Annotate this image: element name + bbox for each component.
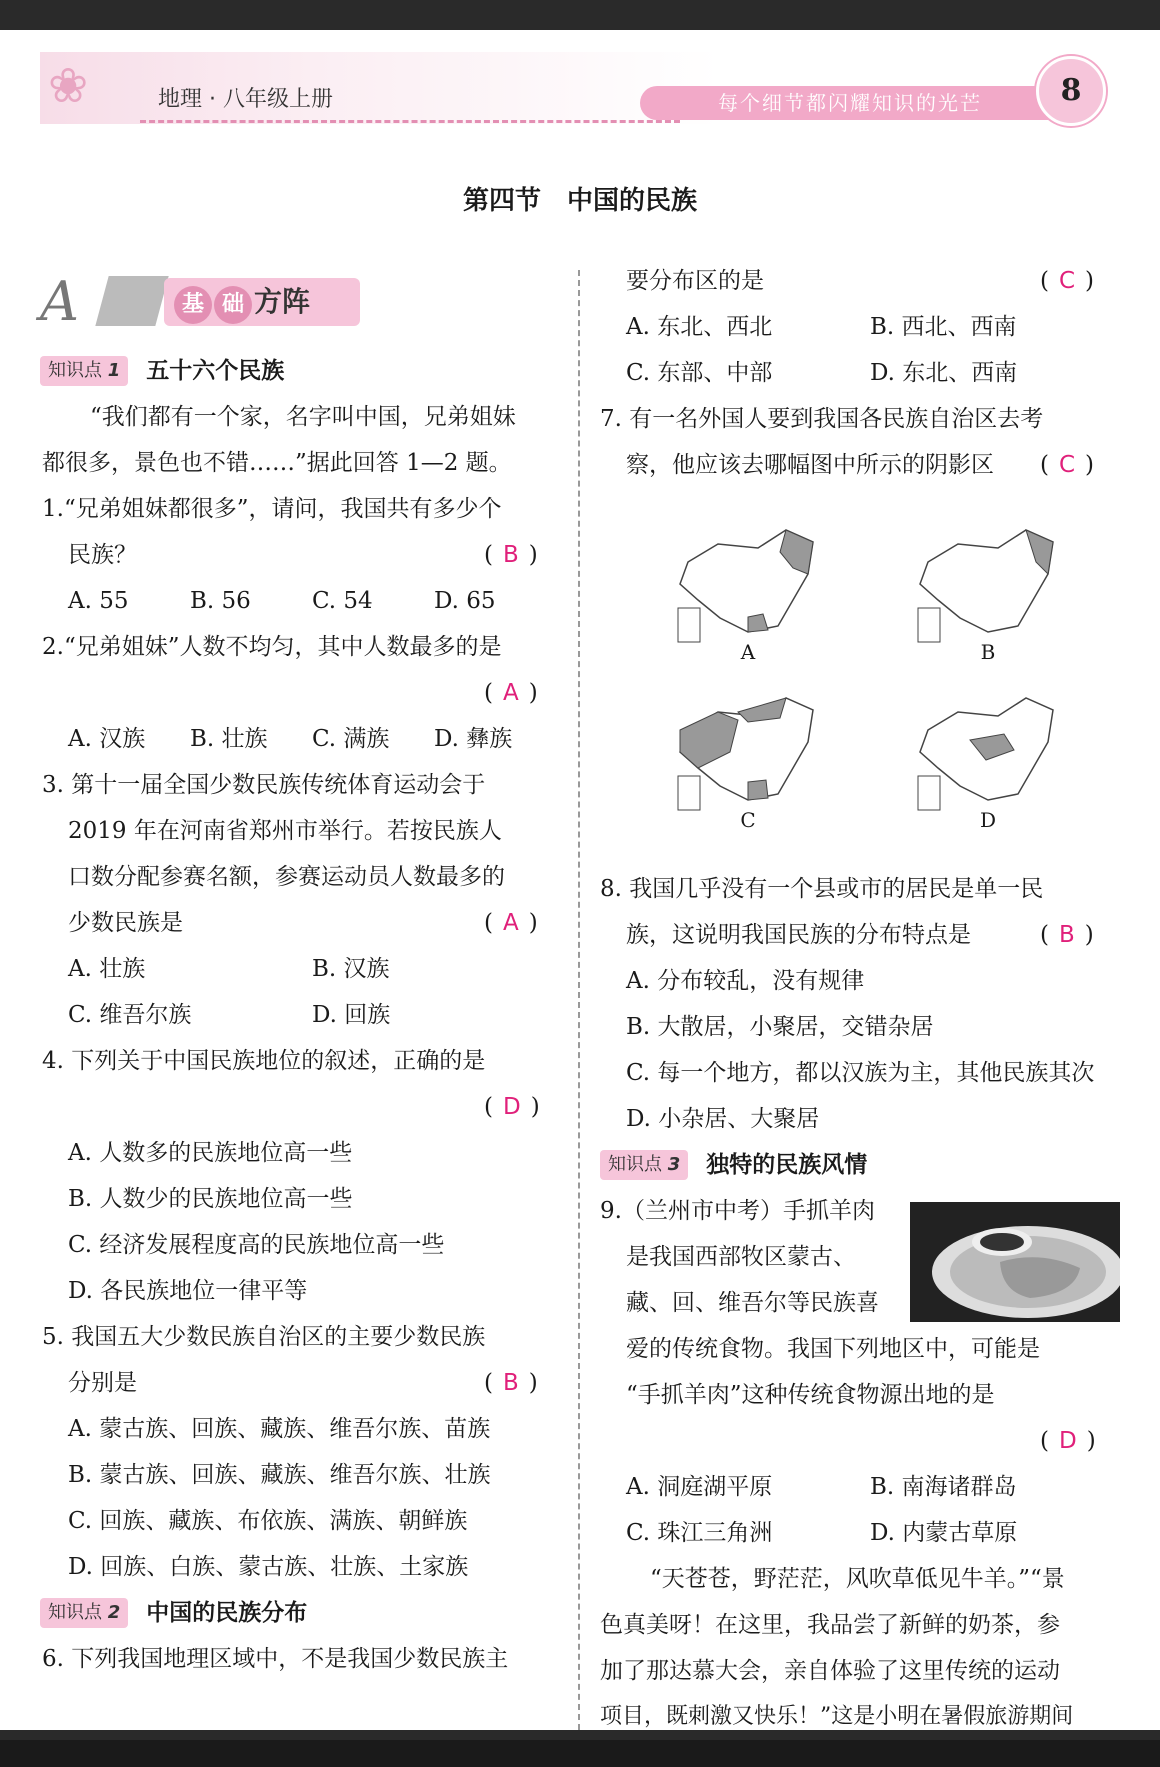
- q7-stem-2: 察，他应该去哪幅图中所示的阴影区: [626, 452, 994, 478]
- banner-char-1: 基: [174, 286, 212, 324]
- q9-stem-3: 藏、回、维吾尔等民族喜: [626, 1290, 879, 1316]
- q5-answer: ( B ): [484, 1370, 538, 1396]
- q4-option-c: C. 经济发展程度高的民族地位高一些: [68, 1232, 445, 1258]
- map-a: [668, 522, 828, 664]
- q5-stem-1: 5. 我国五大少数民族自治区的主要少数民族: [42, 1324, 486, 1350]
- q4-stem: 4. 下列关于中国民族地位的叙述，正确的是: [42, 1048, 486, 1074]
- q3-stem-2: 2019 年在河南省郑州市举行。若按民族人: [68, 818, 502, 844]
- q5-option-b: B. 蒙古族、回族、藏族、维吾尔族、壮族: [68, 1462, 491, 1488]
- map-c: [668, 690, 828, 832]
- map-label: B: [980, 640, 996, 664]
- bottom-bar: [0, 1740, 1160, 1767]
- column-divider: [578, 270, 580, 1730]
- q4-option-b: B. 人数少的民族地位高一些: [68, 1186, 353, 1212]
- q1-answer: ( B ): [484, 542, 538, 568]
- q5-stem-2: 分别是: [68, 1370, 137, 1396]
- basic-section-banner: [40, 270, 350, 334]
- q6-stem-2: 要分布区的是: [626, 268, 764, 294]
- knowledge-point-3: [600, 1150, 867, 1180]
- q1-stem: 1.“兄弟姐妹都很多”，请问，我国共有多少个: [42, 496, 502, 522]
- intro-line-2: 都很多，景色也不错……”据此回答 1—2 题。: [42, 450, 512, 476]
- china-maps-figure: [668, 522, 1078, 856]
- q9-stem-5: “手抓羊肉”这种传统食物源出地的是: [626, 1382, 995, 1408]
- q1-stem-2: 民族？: [68, 542, 137, 568]
- q9-option-b: B. 南海诸群岛: [870, 1474, 1017, 1500]
- q6-option-d: D. 东北、西南: [870, 360, 1018, 386]
- q2-option-d: D. 彝族: [434, 726, 513, 752]
- q3-stem-1: 3. 第十一届全国少数民族传统体育运动会于: [42, 772, 486, 798]
- passage-line-3: 加了那达慕大会，亲自体验了这里传统的运动: [600, 1658, 1060, 1684]
- intro-line-1: “我们都有一个家，名字叫中国，兄弟姐妹: [90, 404, 516, 430]
- banner-book-icon: [95, 276, 168, 326]
- q8-answer: ( B ): [1040, 922, 1094, 948]
- q6-option-c: C. 东部、中部: [626, 360, 773, 386]
- q9-option-d: D. 内蒙古草原: [870, 1520, 1018, 1546]
- lamb-dish-photo: [910, 1202, 1120, 1322]
- textbook-page: [0, 30, 1160, 1730]
- q9-stem-1: 9.（兰州市中考）手抓羊肉: [600, 1198, 875, 1224]
- q7-stem-1: 7. 有一名外国人要到我国各民族自治区去考: [600, 406, 1044, 432]
- q5-option-c: C. 回族、藏族、布依族、满族、朝鲜族: [68, 1508, 468, 1534]
- banner-label: [164, 278, 360, 326]
- q5-option-d: D. 回族、白族、蒙古族、壮族、土家族: [68, 1554, 469, 1580]
- q1-option-b: B. 56: [190, 588, 251, 614]
- flower-ornament-icon: ❀: [48, 58, 89, 114]
- map-label: C: [740, 808, 756, 832]
- q8-option-b: B. 大散居，小聚居，交错杂居: [626, 1014, 934, 1040]
- subject-label: 地理 · 八年级上册: [158, 87, 333, 112]
- q6-stem-1: 6. 下列我国地理区域中，不是我国少数民族主: [42, 1646, 509, 1672]
- map-b: [908, 522, 1068, 664]
- q2-stem: 2.“兄弟姐妹”人数不均匀，其中人数最多的是: [42, 634, 502, 660]
- kp-title: 中国的民族分布: [146, 1600, 308, 1626]
- passage-line-4: 项目，既刺激又快乐！”这是小明在暑假旅游期间: [600, 1704, 1074, 1729]
- banner-letter: A: [40, 270, 79, 333]
- q6-option-a: A. 东北、西北: [626, 314, 773, 340]
- kp-tag: 知识点 2: [40, 1598, 128, 1628]
- q1-option-a: A. 55: [68, 588, 129, 614]
- q4-answer: ( D ): [484, 1094, 540, 1120]
- q8-option-a: A. 分布较乱，没有规律: [626, 968, 865, 994]
- q3-option-c: C. 维吾尔族: [68, 1002, 192, 1028]
- map-label: A: [740, 640, 756, 664]
- q1-option-c: C. 54: [312, 588, 373, 614]
- passage-line-2: 色真美呀！在这里，我品尝了新鲜的奶茶，参: [600, 1612, 1060, 1638]
- section-title: 第四节 中国的民族: [462, 186, 697, 216]
- q2-option-a: A. 汉族: [68, 726, 146, 752]
- kp-title: 独特的民族风情: [706, 1152, 868, 1178]
- q4-option-a: A. 人数多的民族地位高一些: [68, 1140, 353, 1166]
- q8-option-d: D. 小杂居、大聚居: [626, 1106, 820, 1132]
- q9-answer: ( D ): [1040, 1428, 1096, 1454]
- knowledge-point-2: [40, 1598, 307, 1628]
- map-label: D: [979, 808, 997, 832]
- q7-answer: ( C ): [1040, 452, 1095, 478]
- knowledge-point-1: [40, 356, 284, 386]
- header-slogan: 每个细节都闪耀知识的光芒: [640, 86, 1060, 120]
- passage-line-1: “天苍苍，野茫茫，风吹草低见牛羊。”“景: [650, 1566, 1065, 1592]
- q5-option-a: A. 蒙古族、回族、藏族、维吾尔族、苗族: [68, 1416, 491, 1442]
- q3-stem-4: 少数民族是: [68, 910, 183, 936]
- page-number: 8: [1036, 56, 1106, 126]
- q8-option-c: C. 每一个地方，都以汉族为主，其他民族其次: [626, 1060, 1095, 1086]
- kp-tag: 知识点 1: [40, 356, 128, 386]
- q8-stem-1: 8. 我国几乎没有一个县或市的居民是单一民: [600, 876, 1044, 902]
- banner-text: 方阵: [254, 285, 311, 318]
- q2-answer: ( A ): [484, 680, 538, 706]
- header-divider: [140, 120, 680, 123]
- page-header: [40, 52, 1116, 136]
- q9-option-c: C. 珠江三角洲: [626, 1520, 773, 1546]
- map-d: [908, 690, 1068, 832]
- q8-stem-2: 族，这说明我国民族的分布特点是: [626, 922, 971, 948]
- q3-answer: ( A ): [484, 910, 538, 936]
- q3-option-d: D. 回族: [312, 1002, 391, 1028]
- q6-option-b: B. 西北、西南: [870, 314, 1017, 340]
- header-ribbon: [40, 52, 720, 124]
- q1-option-d: D. 65: [434, 588, 496, 614]
- kp-tag: 知识点 3: [600, 1150, 688, 1180]
- q9-stem-2: 是我国西部牧区蒙古、: [626, 1244, 856, 1270]
- q9-stem-4: 爱的传统食物。我国下列地区中，可能是: [626, 1336, 1040, 1362]
- banner-char-2: 础: [214, 286, 252, 324]
- q4-option-d: D. 各民族地位一律平等: [68, 1278, 308, 1304]
- q9-option-a: A. 洞庭湖平原: [626, 1474, 773, 1500]
- q2-option-c: C. 满族: [312, 726, 390, 752]
- kp-title: 五十六个民族: [146, 358, 285, 384]
- q3-option-b: B. 汉族: [312, 956, 390, 982]
- q3-option-a: A. 壮族: [68, 956, 146, 982]
- q3-stem-3: 口数分配参赛名额，参赛运动员人数最多的: [68, 864, 505, 890]
- q2-option-b: B. 壮族: [190, 726, 268, 752]
- q6-answer: ( C ): [1040, 268, 1095, 294]
